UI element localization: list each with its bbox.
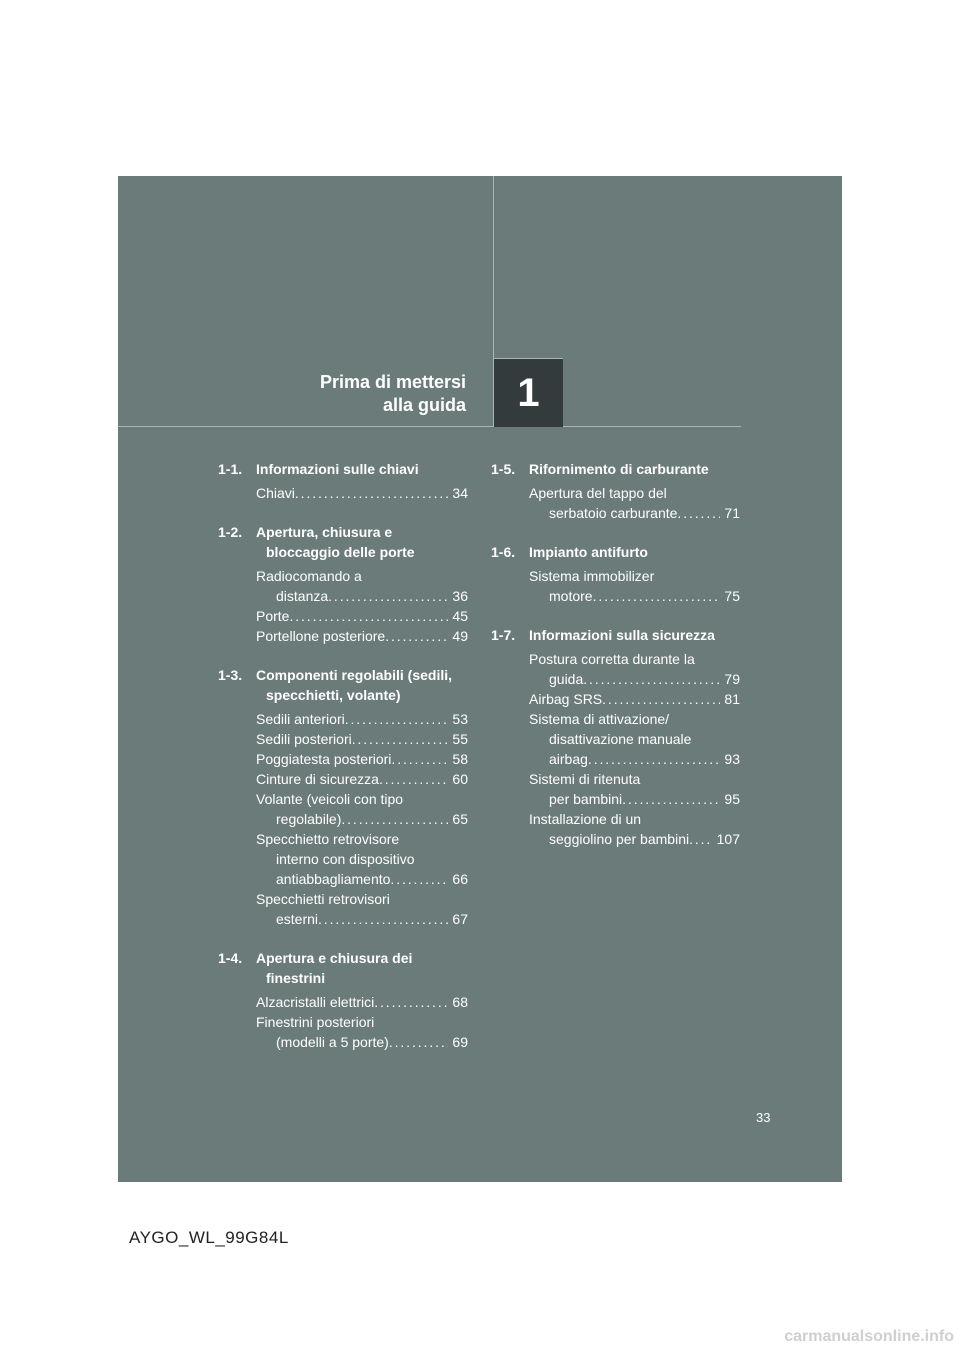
toc-column-left <box>218 459 468 1071</box>
entry-text: Sistema di attivazione/ <box>529 711 670 727</box>
entry-page-number: 107 <box>716 831 740 847</box>
entry-text: Specchietto retrovisore <box>256 831 400 847</box>
entry-text: motore <box>549 588 593 604</box>
entry-text: esterni <box>276 911 319 927</box>
section-number: 1-5. <box>491 461 516 477</box>
entry-text: Chiavi <box>256 485 295 501</box>
entry-leader-dots <box>379 769 448 789</box>
toc-entry[interactable] <box>529 769 740 809</box>
entry-page-number: 53 <box>452 711 468 727</box>
entry-leader-dots <box>588 749 721 769</box>
divider-horizontal <box>118 426 741 427</box>
entry-text: per bambini <box>549 791 623 807</box>
toc-entry[interactable] <box>256 709 468 729</box>
section-heading <box>218 948 468 988</box>
toc-entry[interactable] <box>529 649 740 689</box>
entry-text: distanza <box>276 588 329 604</box>
toc-entry[interactable] <box>529 689 740 709</box>
section-title: Informazioni sulle chiavi <box>256 461 419 477</box>
entry-leader-dots <box>352 729 449 749</box>
entry-text: Finestrini posteriori <box>256 1014 375 1030</box>
section-heading <box>491 459 740 479</box>
section-title: Apertura e chiusura dei finestrini <box>256 950 413 986</box>
entry-text: Poggiatesta posteriori <box>256 751 392 767</box>
entry-text: Porte <box>256 608 290 624</box>
entry-text: Sistemi di ritenuta <box>529 771 641 787</box>
chapter-title <box>320 371 466 417</box>
entry-text: Sistema immobilizer <box>529 568 655 584</box>
entry-leader-dots <box>593 586 721 606</box>
entry-text: Cinture di sicurezza <box>256 771 379 787</box>
entry-leader-dots <box>602 689 720 709</box>
toc-entry[interactable] <box>529 483 740 523</box>
section-number: 1-7. <box>491 627 516 643</box>
toc-entry[interactable] <box>256 566 468 606</box>
entry-leader-dots <box>583 669 720 689</box>
entry-leader-dots <box>328 586 448 606</box>
toc-entry[interactable] <box>256 606 468 626</box>
entry-page-number: 65 <box>452 811 468 827</box>
entry-page-number: 36 <box>452 588 468 604</box>
entry-page-number: 71 <box>724 505 740 521</box>
toc-entry[interactable] <box>256 789 468 829</box>
entry-text: Airbag SRS <box>529 691 603 707</box>
section-heading <box>218 522 468 562</box>
toc-section <box>491 459 740 523</box>
entry-text: Sedili anteriori <box>256 711 345 727</box>
toc-entry[interactable] <box>256 626 468 646</box>
toc-section <box>218 459 468 503</box>
entry-text: Postura corretta durante la <box>529 651 695 667</box>
toc-entry[interactable] <box>256 1012 468 1052</box>
entry-page-number: 66 <box>452 871 468 887</box>
section-number: 1-3. <box>218 667 243 683</box>
entry-leader-dots <box>391 749 448 769</box>
toc-section <box>218 522 468 646</box>
chapter-title-line2: alla guida <box>382 395 466 415</box>
entry-text: Sedili posteriori <box>256 731 352 747</box>
entry-leader-dots <box>345 709 449 729</box>
toc-entry[interactable] <box>256 889 468 929</box>
entry-text: Specchietti retrovisori <box>256 891 390 907</box>
entry-page-number: 58 <box>452 751 468 767</box>
entry-text: airbag <box>549 751 588 767</box>
entry-text: guida <box>549 671 584 687</box>
entry-page-number: 93 <box>724 751 740 767</box>
toc-entry[interactable] <box>256 749 468 769</box>
watermark: carmanualsonline.info <box>784 1328 954 1345</box>
entry-page-number: 68 <box>452 994 468 1010</box>
section-title: Impianto antifurto <box>529 544 648 560</box>
entry-text: Volante (veicoli con tipo <box>256 791 404 807</box>
entry-leader-dots <box>390 869 448 889</box>
entry-leader-dots <box>374 992 448 1012</box>
toc-column-right <box>491 459 740 868</box>
entry-page-number: 55 <box>452 731 468 747</box>
toc-section <box>491 542 740 606</box>
toc-section <box>491 625 740 849</box>
entry-text: disattivazione manuale <box>549 731 692 747</box>
divider-vertical <box>493 176 494 358</box>
toc-entry[interactable] <box>256 769 468 789</box>
toc-entry[interactable] <box>529 566 740 606</box>
toc-entry[interactable] <box>256 729 468 749</box>
toc-entry[interactable] <box>256 483 468 503</box>
entry-leader-dots <box>622 789 720 809</box>
entry-text: Installazione di un <box>529 811 642 827</box>
section-title: Apertura, chiusura e bloccaggio delle porte <box>256 524 415 560</box>
entry-page-number: 45 <box>452 608 468 624</box>
entry-leader-dots <box>295 483 449 503</box>
chapter-number: 1 <box>517 370 540 415</box>
entry-page-number: 67 <box>452 911 468 927</box>
section-number: 1-6. <box>491 544 516 560</box>
entry-leader-dots <box>389 1032 449 1052</box>
toc-entry[interactable] <box>529 809 740 849</box>
section-title: Componenti regolabili (sedili, specchietti, volante) <box>256 667 453 703</box>
toc-entry[interactable] <box>256 992 468 1012</box>
section-title: Rifornimento di carburante <box>529 461 709 477</box>
toc-entry[interactable] <box>256 829 468 889</box>
toc-section <box>218 665 468 929</box>
entry-page-number: 81 <box>724 691 740 707</box>
entry-text: Apertura del tappo del <box>529 485 667 501</box>
entry-leader-dots <box>689 829 713 849</box>
entry-leader-dots <box>318 909 448 929</box>
entry-page-number: 79 <box>724 671 740 687</box>
entry-text: Portellone posteriore <box>256 628 386 644</box>
section-number: 1-1. <box>218 461 243 477</box>
entry-page-number: 60 <box>452 771 468 787</box>
entry-page-number: 69 <box>452 1034 468 1050</box>
entry-text: serbatoio carburante <box>549 505 678 521</box>
entry-text: Radiocomando a <box>256 568 362 584</box>
entry-page-number: 95 <box>724 791 740 807</box>
chapter-title-line1: Prima di mettersi <box>319 372 466 392</box>
chapter-number-box <box>493 358 563 427</box>
section-heading <box>491 542 740 562</box>
entry-text: seggiolino per bambini <box>549 831 690 847</box>
page-number: 33 <box>756 1110 771 1125</box>
entry-text: antiabbagliamento <box>276 871 391 887</box>
section-heading <box>218 459 468 479</box>
section-number: 1-2. <box>218 524 243 540</box>
entry-page-number: 75 <box>724 588 740 604</box>
entry-leader-dots <box>677 503 720 523</box>
entry-leader-dots <box>341 809 448 829</box>
section-heading <box>491 625 740 645</box>
section-heading <box>218 665 468 705</box>
entry-page-number: 34 <box>452 485 468 501</box>
entry-leader-dots <box>385 626 448 646</box>
section-title: Informazioni sulla sicurezza <box>529 627 715 643</box>
entry-leader-dots <box>289 606 448 626</box>
entry-page-number: 49 <box>452 628 468 644</box>
entry-text: interno con dispositivo <box>276 851 415 867</box>
entry-text: (modelli a 5 porte) <box>276 1034 389 1050</box>
footer-code: AYGO_WL_99G84L <box>129 1228 289 1247</box>
toc-entry[interactable] <box>529 709 740 769</box>
toc-section <box>218 948 468 1052</box>
section-number: 1-4. <box>218 950 243 966</box>
entry-text: regolabile) <box>276 811 342 827</box>
entry-text: Alzacristalli elettrici <box>256 994 375 1010</box>
